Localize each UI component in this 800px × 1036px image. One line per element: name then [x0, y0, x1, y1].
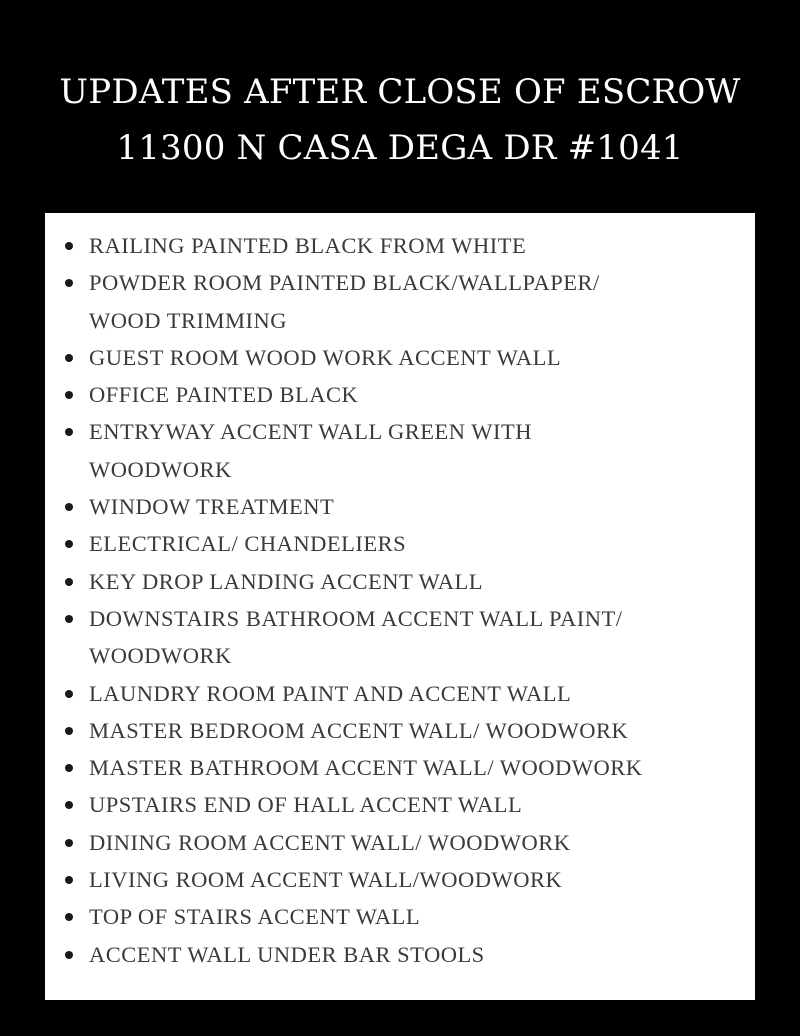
- list-item-label: LIVING ROOM ACCENT WALL/WOODWORK: [89, 867, 563, 893]
- bullet-icon: [65, 540, 73, 548]
- bullet-icon: [65, 764, 73, 772]
- page-header: [0, 64, 800, 176]
- list-item: [45, 563, 755, 600]
- bullet-icon: [65, 913, 73, 921]
- list-item-label: MASTER BEDROOM ACCENT WALL/ WOODWORK: [89, 717, 629, 743]
- bullet-icon: [65, 690, 73, 698]
- list-item: [45, 227, 755, 264]
- list-item: [45, 525, 755, 562]
- bullet-icon: [65, 615, 73, 623]
- list-item: [45, 786, 755, 823]
- list-item: [45, 898, 755, 935]
- bullet-icon: [65, 428, 73, 436]
- title-line-1: UPDATES AFTER CLOSE OF ESCROW: [59, 72, 741, 112]
- list-item-label: OFFICE PAINTED BLACK: [89, 382, 359, 408]
- updates-panel: [45, 213, 755, 1000]
- bullet-icon: [65, 801, 73, 809]
- bullet-icon: [65, 242, 73, 250]
- updates-list: [45, 227, 755, 973]
- bullet-icon: [65, 727, 73, 735]
- list-item: [45, 376, 755, 413]
- list-item-label: TOP OF STAIRS ACCENT WALL: [89, 904, 421, 930]
- list-item: [45, 488, 755, 525]
- list-item-label: MASTER BATHROOM ACCENT WALL/ WOODWORK: [89, 755, 643, 781]
- list-item-label: LAUNDRY ROOM PAINT AND ACCENT WALL: [89, 680, 572, 706]
- list-item-label: ACCENT WALL UNDER BAR STOOLS: [89, 941, 485, 967]
- title-line-2: 11300 N CASA DEGA DR #1041: [116, 128, 684, 168]
- list-item: [45, 749, 755, 786]
- list-item: [45, 936, 755, 973]
- bullet-icon: [65, 839, 73, 847]
- list-item-label: WINDOW TREATMENT: [89, 494, 335, 520]
- list-item: [45, 861, 755, 898]
- bullet-icon: [65, 876, 73, 884]
- list-item-label: GUEST ROOM WOOD WORK ACCENT WALL: [89, 344, 562, 370]
- bullet-icon: [65, 503, 73, 511]
- list-item-label: KEY DROP LANDING ACCENT WALL: [89, 568, 483, 594]
- list-item-label: ENTRYWAY ACCENT WALL GREEN WITH WOODWORK: [89, 419, 532, 482]
- list-item-label: DINING ROOM ACCENT WALL/ WOODWORK: [89, 829, 571, 855]
- list-item: [45, 600, 755, 675]
- list-item: [45, 712, 755, 749]
- list-item-label: DOWNSTAIRS BATHROOM ACCENT WALL PAINT/ WOODWORK: [89, 605, 623, 669]
- bullet-icon: [65, 354, 73, 362]
- list-item: [45, 339, 755, 376]
- list-item-label: POWDER ROOM PAINTED BLACK/WALLPAPER/ WOOD TRIMMING: [89, 270, 600, 333]
- bullet-icon: [65, 951, 73, 959]
- list-item: [45, 675, 755, 712]
- bullet-icon: [65, 578, 73, 586]
- list-item: [45, 824, 755, 861]
- list-item: [45, 413, 755, 488]
- list-item: [45, 264, 755, 339]
- list-item-label: RAILING PAINTED BLACK FROM WHITE: [89, 233, 527, 258]
- bullet-icon: [65, 391, 73, 399]
- list-item-label: UPSTAIRS END OF HALL ACCENT WALL: [89, 792, 523, 818]
- bullet-icon: [65, 279, 73, 287]
- list-item-label: ELECTRICAL/ CHANDELIERS: [89, 531, 407, 557]
